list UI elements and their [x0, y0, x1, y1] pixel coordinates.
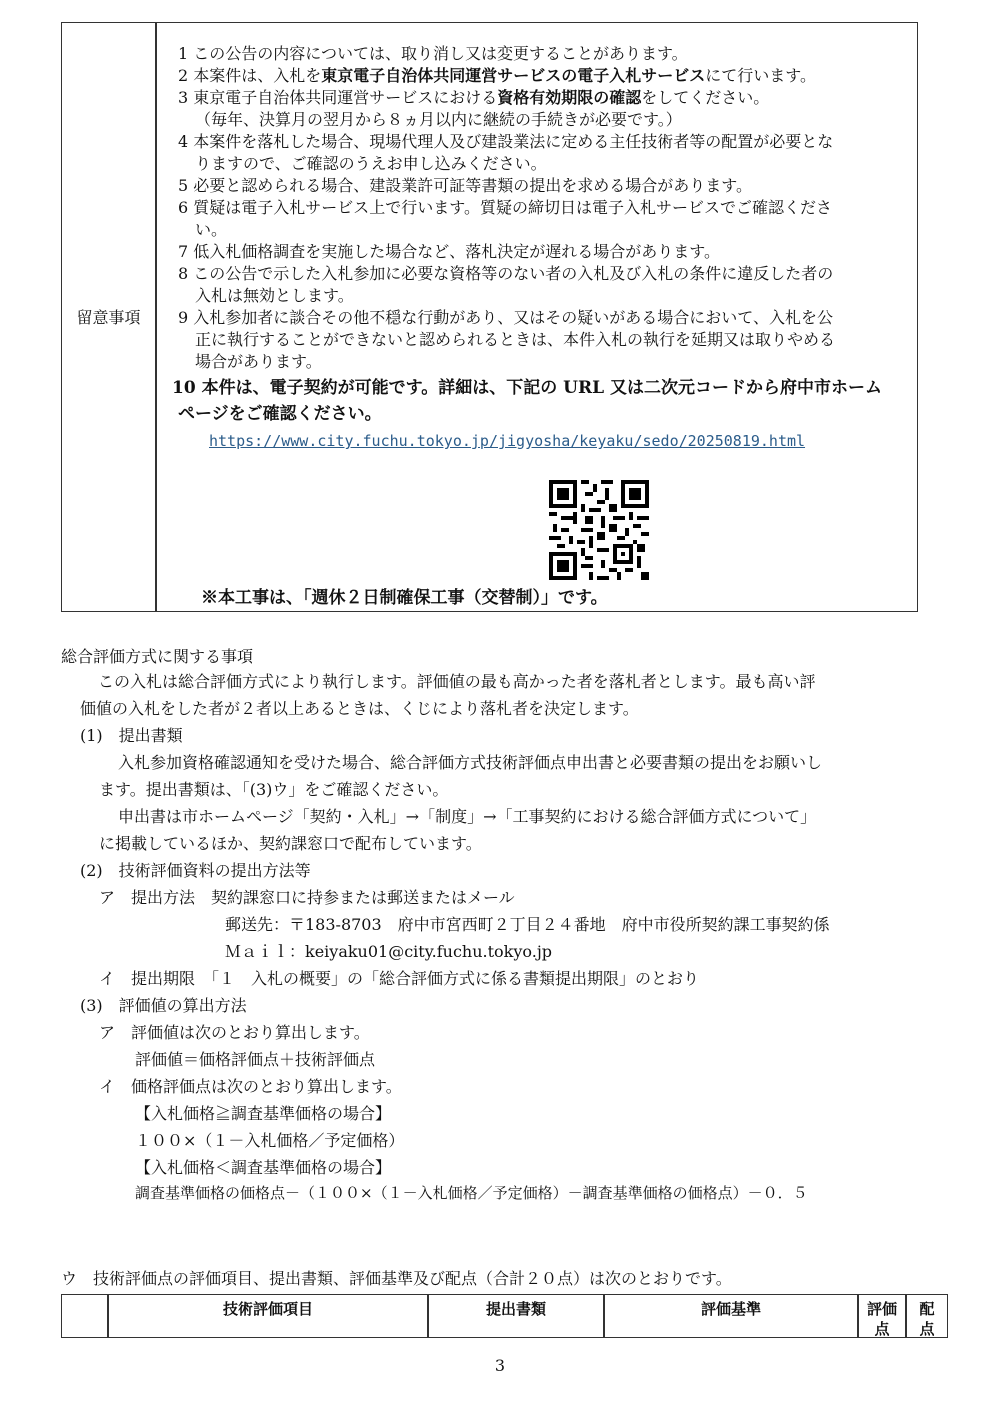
- note-10: 10 本件は、電子契約が可能です。詳細は、下記の URL 又は二次元コードから府中市ホーム: [172, 378, 882, 398]
- note-4-cont: りますので、ご確認のうえお申し込みください。: [195, 154, 547, 173]
- s1-para-4: に掲載しているほか、契約課窓口で配布しています。: [99, 834, 482, 853]
- s2-mail-address: 郵送先：〒183-8703 府中市宮西町２丁目２４番地 府中市役所契約課工事契約係: [225, 915, 830, 934]
- notes-divider: [155, 23, 157, 611]
- s1-para-2: ます。提出書類は、「(3)ウ」をご確認ください。: [99, 780, 449, 799]
- note-7: 7 低入札価格調査を実施した場合など、落札決定が遅れる場合があります。: [178, 242, 720, 261]
- s2-email: Ｍａｉｌ：keiyaku01@city.fuchu.tokyo.jp: [225, 942, 553, 961]
- note-9-cont: 正に執行することができないと認められるときは、本件入札の執行を延期又は取りやめる: [195, 330, 836, 349]
- s3-i: イ 価格評価点は次のとおり算出します。: [99, 1077, 402, 1096]
- header-allocation: 配 点: [919, 1300, 935, 1338]
- notes-table: [61, 22, 918, 612]
- note-8: 8 この公告で示した入札参加に必要な資格等のない者の入札及び入札の条件に違反した者の: [178, 264, 834, 283]
- page-number: 3: [494, 1356, 506, 1375]
- intro-line-2: 価値の入札をした者が２者以上あるときは、くじにより落札者を決定します。: [80, 699, 639, 718]
- section-title: 総合評価方式に関する事項: [61, 647, 254, 666]
- note-9-cont2: 場合があります。: [195, 352, 322, 371]
- electronic-contract-link[interactable]: https://www.city.fuchu.tokyo.jp/jigyosha/keyaku/sedo/20250819.html: [209, 432, 806, 450]
- note-2: 2 本案件は、入札を東京電子自治体共同運営サービスの電子入札サービスにて行います。: [178, 66, 817, 85]
- note-8-cont: 入札は無効とします。: [195, 286, 354, 305]
- note-6-cont: い。: [195, 220, 228, 239]
- s1-para-3: 申出書は市ホームページ「契約・入札」→「制度」→「工事契約における総合評価方式について」: [118, 807, 817, 826]
- note-5: 5 必要と認められる場合、建設業許可証等書類の提出を求める場合があります。: [178, 176, 752, 195]
- s3-title: (3) 評価値の算出方法: [80, 996, 247, 1015]
- s2-deadline: イ 提出期限 「１ 入札の概要」の「総合評価方式に係る書類提出期限」のとおり: [99, 969, 700, 988]
- s2-submit-method: ア 提出方法 契約課窓口に持参または郵送またはメール: [99, 888, 515, 907]
- note-1: 1 この公告の内容については、取り消し又は変更することがあります。: [178, 44, 688, 63]
- s1-title: (1) 提出書類: [80, 726, 183, 745]
- s2-title: (2) 技術評価資料の提出方法等: [80, 861, 311, 880]
- work-type-note: ※本工事は、「週休２日制確保工事（交替制）」です。: [201, 588, 608, 608]
- note-10-cont: ページをご確認ください。: [178, 404, 382, 424]
- intro-line-1: この入札は総合評価方式により執行します。評価値の最も高かった者を落札者とします。最も高い評: [98, 672, 816, 691]
- s3-a: ア 評価値は次のとおり算出します。: [99, 1023, 370, 1042]
- header-evaluation-item: 技術評価項目: [222, 1300, 313, 1318]
- s3-u: ウ 技術評価点の評価項目、提出書類、評価基準及び配点（合計２０点）は次のとおりです。: [61, 1269, 732, 1288]
- notes-header: 留意事項: [76, 308, 141, 327]
- note-3-sub: （毎年、決算月の翌月から８ヵ月以内に継続の手続きが必要です。）: [195, 110, 682, 129]
- note-3: 3 東京電子自治体共同運営サービスにおける資格有効期限の確認をしてください。: [178, 88, 770, 107]
- header-criteria: 評価基準: [700, 1300, 761, 1318]
- header-score: 評価 点: [866, 1300, 897, 1338]
- s3-case-2-formula: 調査基準価格の価格点－（１００×（１－入札価格／予定価格）－調査基準価格の価格点）－０．５: [135, 1184, 808, 1202]
- s3-case-2: 【入札価格＜調査基準価格の場合】: [135, 1158, 392, 1177]
- note-4: 4 本案件を落札した場合、現場代理人及び建設業法に定める主任技術者等の配置が必要とな: [178, 132, 834, 151]
- note-6: 6 質疑は電子入札サービス上で行います。質疑の締切日は電子入札サービスでご確認くださ: [178, 198, 832, 217]
- header-documents: 提出書類: [485, 1300, 546, 1318]
- s3-a-formula: 評価値＝価格評価点＋技術評価点: [135, 1050, 376, 1069]
- s1-para-1: 入札参加資格確認通知を受けた場合、総合評価方式技術評価点申出書と必要書類の提出をお願いし: [118, 753, 823, 772]
- s3-case-1-formula: １００×（１－入札価格／予定価格）: [135, 1131, 405, 1150]
- evaluation-table: [61, 1294, 948, 1338]
- note-9: 9 入札参加者に談合その他不穏な行動があり、又はその疑いがある場合において、入札を公: [178, 308, 833, 327]
- qr-code-icon: [549, 480, 649, 580]
- s3-case-1: 【入札価格≧調査基準価格の場合】: [135, 1104, 392, 1123]
